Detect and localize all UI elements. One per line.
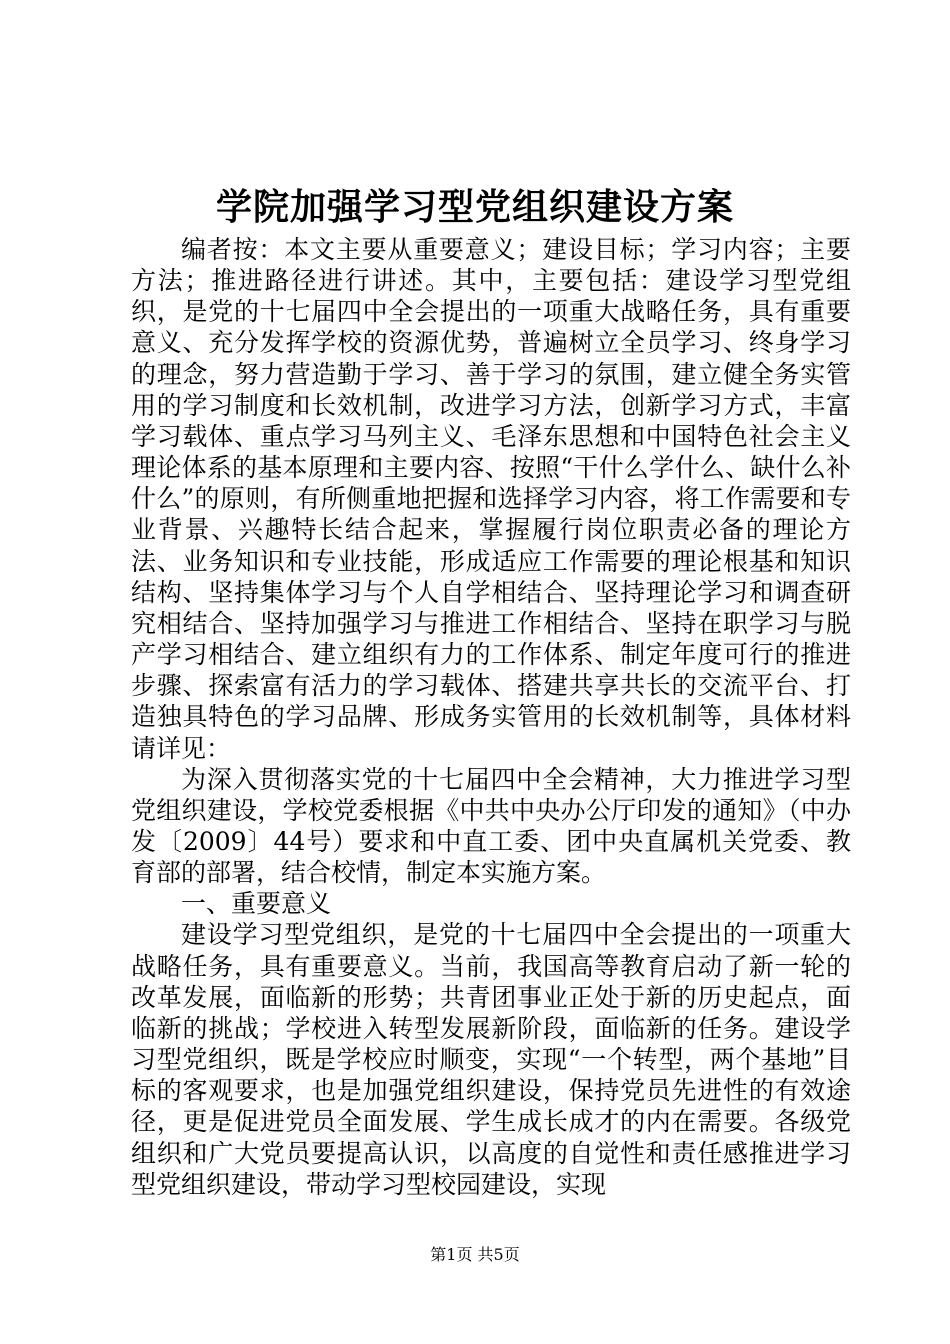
section-body-importance: 建设学习型党组织，是党的十七届四中全会提出的一项重大战略任务，具有重要意义。当前，我国高等教育启动了新一轮的改革发展，面临新的形势；共青团事业正处于新的历史起点，面临新的挑战；学校进入转型发展新阶段，面临新的任务。建设学习型党组织，既是学校应时顺变，实现“一个转型，两个基地”目标的客观要求，也是加强党组织建设，保持党员先进性的有效途径，更是促进党员全面发展、学生成长成才的内在需要。各级党组织和广大党员要提高认识，以高度的自觉性和责任感推进学习型党组织建设，带动学习型校园建设，实现 (131, 920, 851, 1199)
page-footer: 第1页 共5页 (430, 1245, 520, 1264)
document-body (131, 234, 851, 1200)
intro-paragraph: 为深入贯彻落实党的十七届四中全会精神，大力推进学习型党组织建设，学校党委根据《中共中央办公厅印发的通知》（中办发〔2009〕44号）要求和中直工委、团中央直属机关党委、教育部的部署，结合校情，制定本实施方案。 (131, 764, 851, 888)
document-title: 学院加强学习型党组织建设方案 (215, 186, 734, 228)
editor-note-paragraph: 编者按：本文主要从重要意义；建设目标；学习内容；主要方法；推进路径进行讲述。其中，主要包括：建设学习型党组织，是党的十七届四中全会提出的一项重大战略任务，具有重要意义、充分发挥学校的资源优势，普遍树立全员学习、终身学习的理念，努力营造勤于学习、善于学习的氛围，建立健全务实管用的学习制度和长效机制，改进学习方法，创新学习方式，丰富学习载体、重点学习马列主义、毛泽东思想和中国特色社会主义理论体系的基本原理和主要内容、按照“干什么学什么、缺什么补什么”的原则，有所侧重地把握和选择学习内容，将工作需要和专业背景、兴趣特长结合起来，掌握履行岗位职责必备的理论方法、业务知识和专业技能，形成适应工作需要的理论根基和知识结构、坚持集体学习与个人自学相结合、坚持理论学习和调查研究相结合、坚持加强学习与推进工作相结合、坚持在职学习与脱产学习相结合、建立组织有力的工作体系、制定年度可行的推进步骤、探索富有活力的学习载体、搭建共享共长的交流平台、打造独具特色的学习品牌、形成务实管用的长效机制等，具体材料请详见： (131, 235, 851, 763)
section-heading-importance: 一、重要意义 (181, 889, 332, 919)
